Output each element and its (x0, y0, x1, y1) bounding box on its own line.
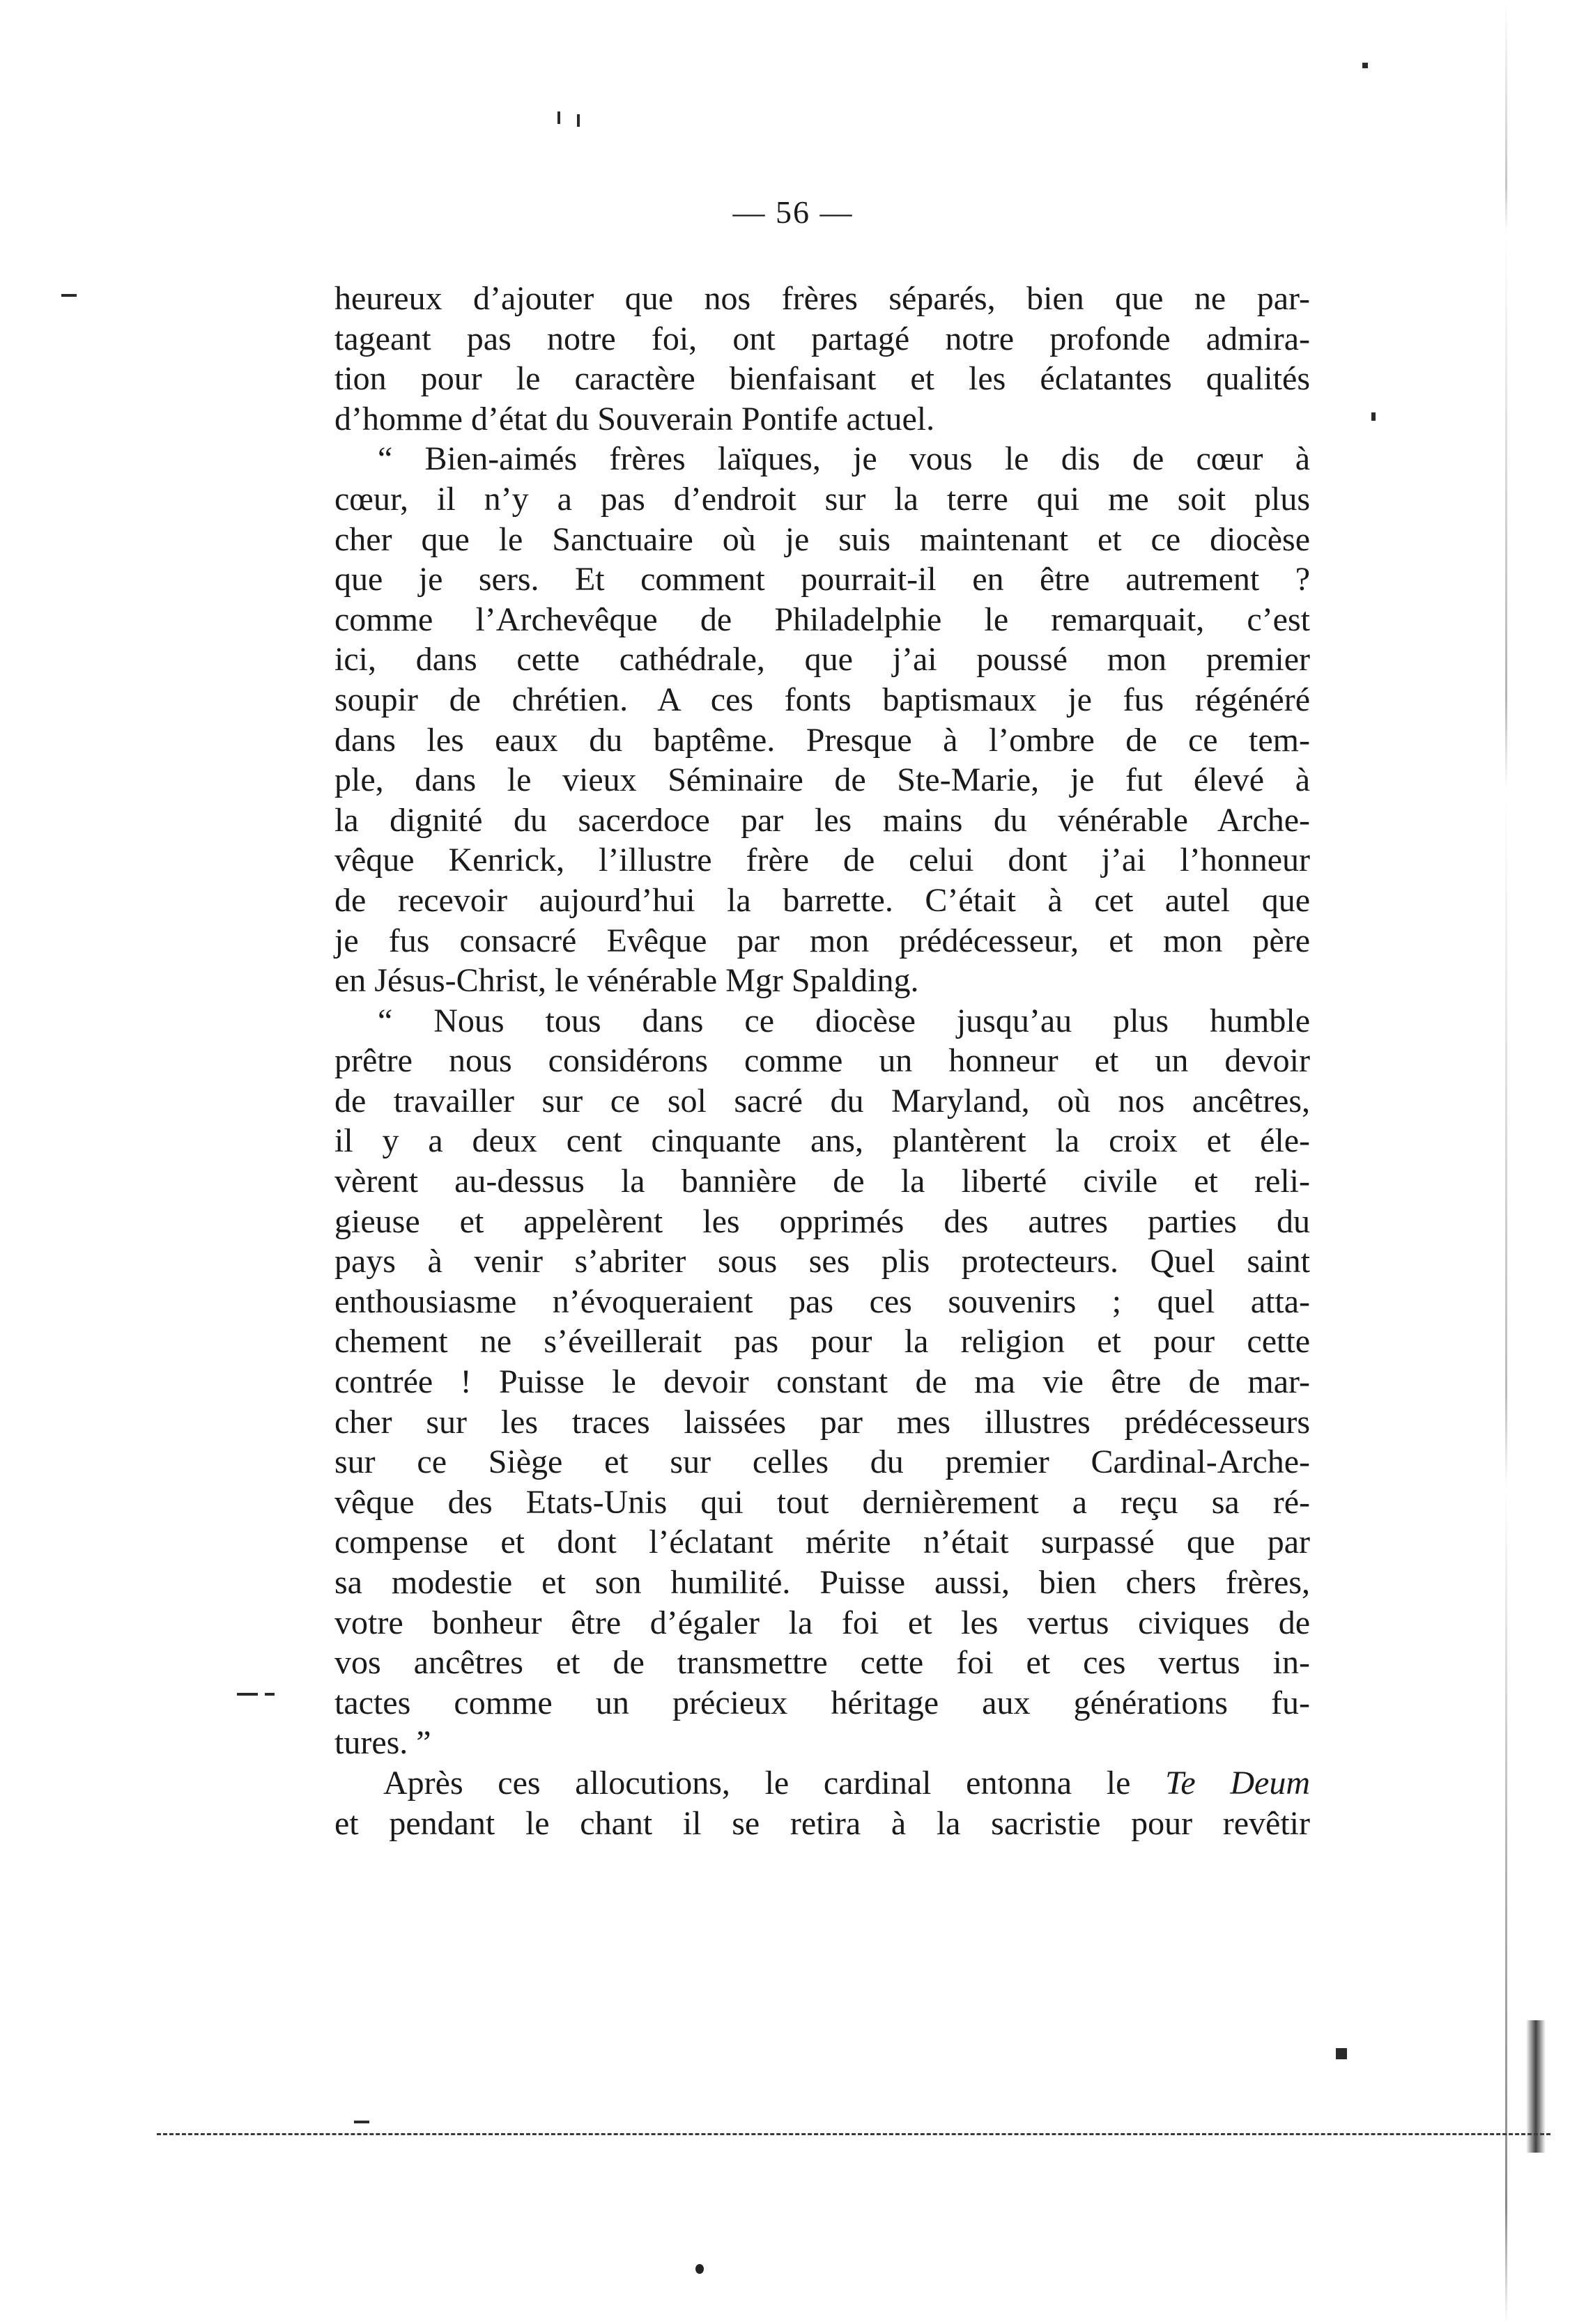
text-line: pays à venir s’abriter sous ses plis protecteurs. Quel saint (334, 1243, 1310, 1280)
margin-speck (1362, 63, 1368, 68)
text-line: tageant pas notre foi, ont partagé notre profonde admira- (334, 320, 1310, 357)
text-line: la dignité du sacerdoce par les mains du vénérable Arche- (334, 801, 1310, 839)
body-text (334, 279, 1310, 1843)
margin-speck (237, 1693, 258, 1696)
final-text-run: Après ces allocutions, le cardinal entonna le (383, 1764, 1166, 1802)
text-line: dans les eaux du baptême. Presque à l’ombre de ce tem- (334, 721, 1310, 759)
text-line: chement ne s’éveillerait pas pour la religion et pour cette (334, 1323, 1310, 1361)
text-line: d’homme d’état du Souverain Pontife actuel. (334, 400, 935, 437)
page-edge-shadow (1505, 0, 1507, 2324)
paragraph-start-line: “ Nous tous dans ce diocèse jusqu’au plus humble (378, 1002, 1310, 1039)
text-line: et pendant le chant il se retira à la sacristie pour revêtir (334, 1804, 1310, 1842)
text-line: tion pour le caractère bienfaisant et les éclatantes qualités (334, 360, 1310, 398)
ink-dot (695, 2264, 704, 2274)
text-line: enthousiasme n’évoqueraient pas ces souvenirs ; quel atta- (334, 1283, 1310, 1320)
text-line: votre bonheur être d’égaler la foi et les vertus civiques de (334, 1604, 1310, 1641)
margin-speck (1371, 412, 1376, 421)
text-line: sa modestie et son humilité. Puisse aussi, bien chers frères, (334, 1564, 1310, 1601)
text-line: ple, dans le vieux Séminaire de Ste-Marie, je fut élevé à (334, 761, 1310, 799)
margin-speck (1336, 2048, 1347, 2059)
text-line: tactes comme un précieux héritage aux générations fu- (334, 1684, 1310, 1721)
margin-speck (265, 1693, 275, 1696)
text-line: que je sers. Et comment pourrait-il en être autrement ? (334, 561, 1310, 598)
margin-speck (354, 2121, 369, 2123)
text-line: comme l’Archevêque de Philadelphie le remarquait, c’est (334, 601, 1310, 638)
text-line: vêque des Etats-Unis qui tout dernièrement a reçu sa ré- (334, 1483, 1310, 1521)
text-line: vêque Kenrick, l’illustre frère de celui dont j’ai l’honneur (334, 842, 1310, 879)
text-line: cher sur les traces laissées par mes illustres prédécesseurs (334, 1403, 1310, 1441)
italic-title: Te Deum (1165, 1764, 1310, 1802)
text-line: contrée ! Puisse le devoir constant de ma vie être de mar- (334, 1363, 1310, 1401)
text-line: cher que le Sanctuaire où je suis maintenant et ce diocèse (334, 520, 1310, 558)
text-line: heureux d’ajouter que nos frères séparés, bien que ne par- (334, 280, 1310, 317)
text-line: cœur, il n’y a pas d’endroit sur la terre qui me soit plus (334, 480, 1310, 518)
text-line: prêtre nous considérons comme un honneur et un devoir (334, 1042, 1310, 1080)
text-line: en Jésus-Christ, le vénérable Mgr Spalding. (334, 962, 919, 1000)
margin-speck (577, 114, 580, 127)
page-number: — 56 — (732, 194, 854, 230)
text-line: soupir de chrétien. A ces fonts baptismaux je fus régénéré (334, 681, 1310, 718)
text-line: de recevoir aujourd’hui la barrette. C’était à cet autel que (334, 881, 1310, 919)
text-line: tures. ” (334, 1724, 431, 1762)
text-line: sur ce Siège et sur celles du premier Cardinal-Arche- (334, 1443, 1310, 1481)
paragraph-start-line: “ Bien-aimés frères laïques, je vous le dis de cœur à (378, 440, 1310, 478)
margin-speck (61, 294, 77, 297)
text-line: de travailler sur ce sol sacré du Maryland, où nos ancêtres, (334, 1082, 1310, 1120)
text-line: vèrent au-dessus la bannière de la liberté civile et reli- (334, 1163, 1310, 1200)
text-line: compense et dont l’éclatant mérite n’était surpassé que par (334, 1524, 1310, 1561)
text-line: il y a deux cent cinquante ans, plantèrent la croix et éle- (334, 1122, 1310, 1160)
text-line: vos ancêtres et de transmettre cette foi et ces vertus in- (334, 1644, 1310, 1682)
text-line: je fus consacré Evêque par mon prédécesseur, et mon père (334, 922, 1310, 959)
margin-speck (557, 111, 560, 124)
paragraph-start-line (334, 1763, 1310, 1804)
text-line: ici, dans cette cathédrale, que j’ai poussé mon premier (334, 641, 1310, 679)
text-line: gieuse et appelèrent les opprimés des autres parties du (334, 1202, 1310, 1240)
bottom-scan-rule (157, 2133, 1550, 2135)
